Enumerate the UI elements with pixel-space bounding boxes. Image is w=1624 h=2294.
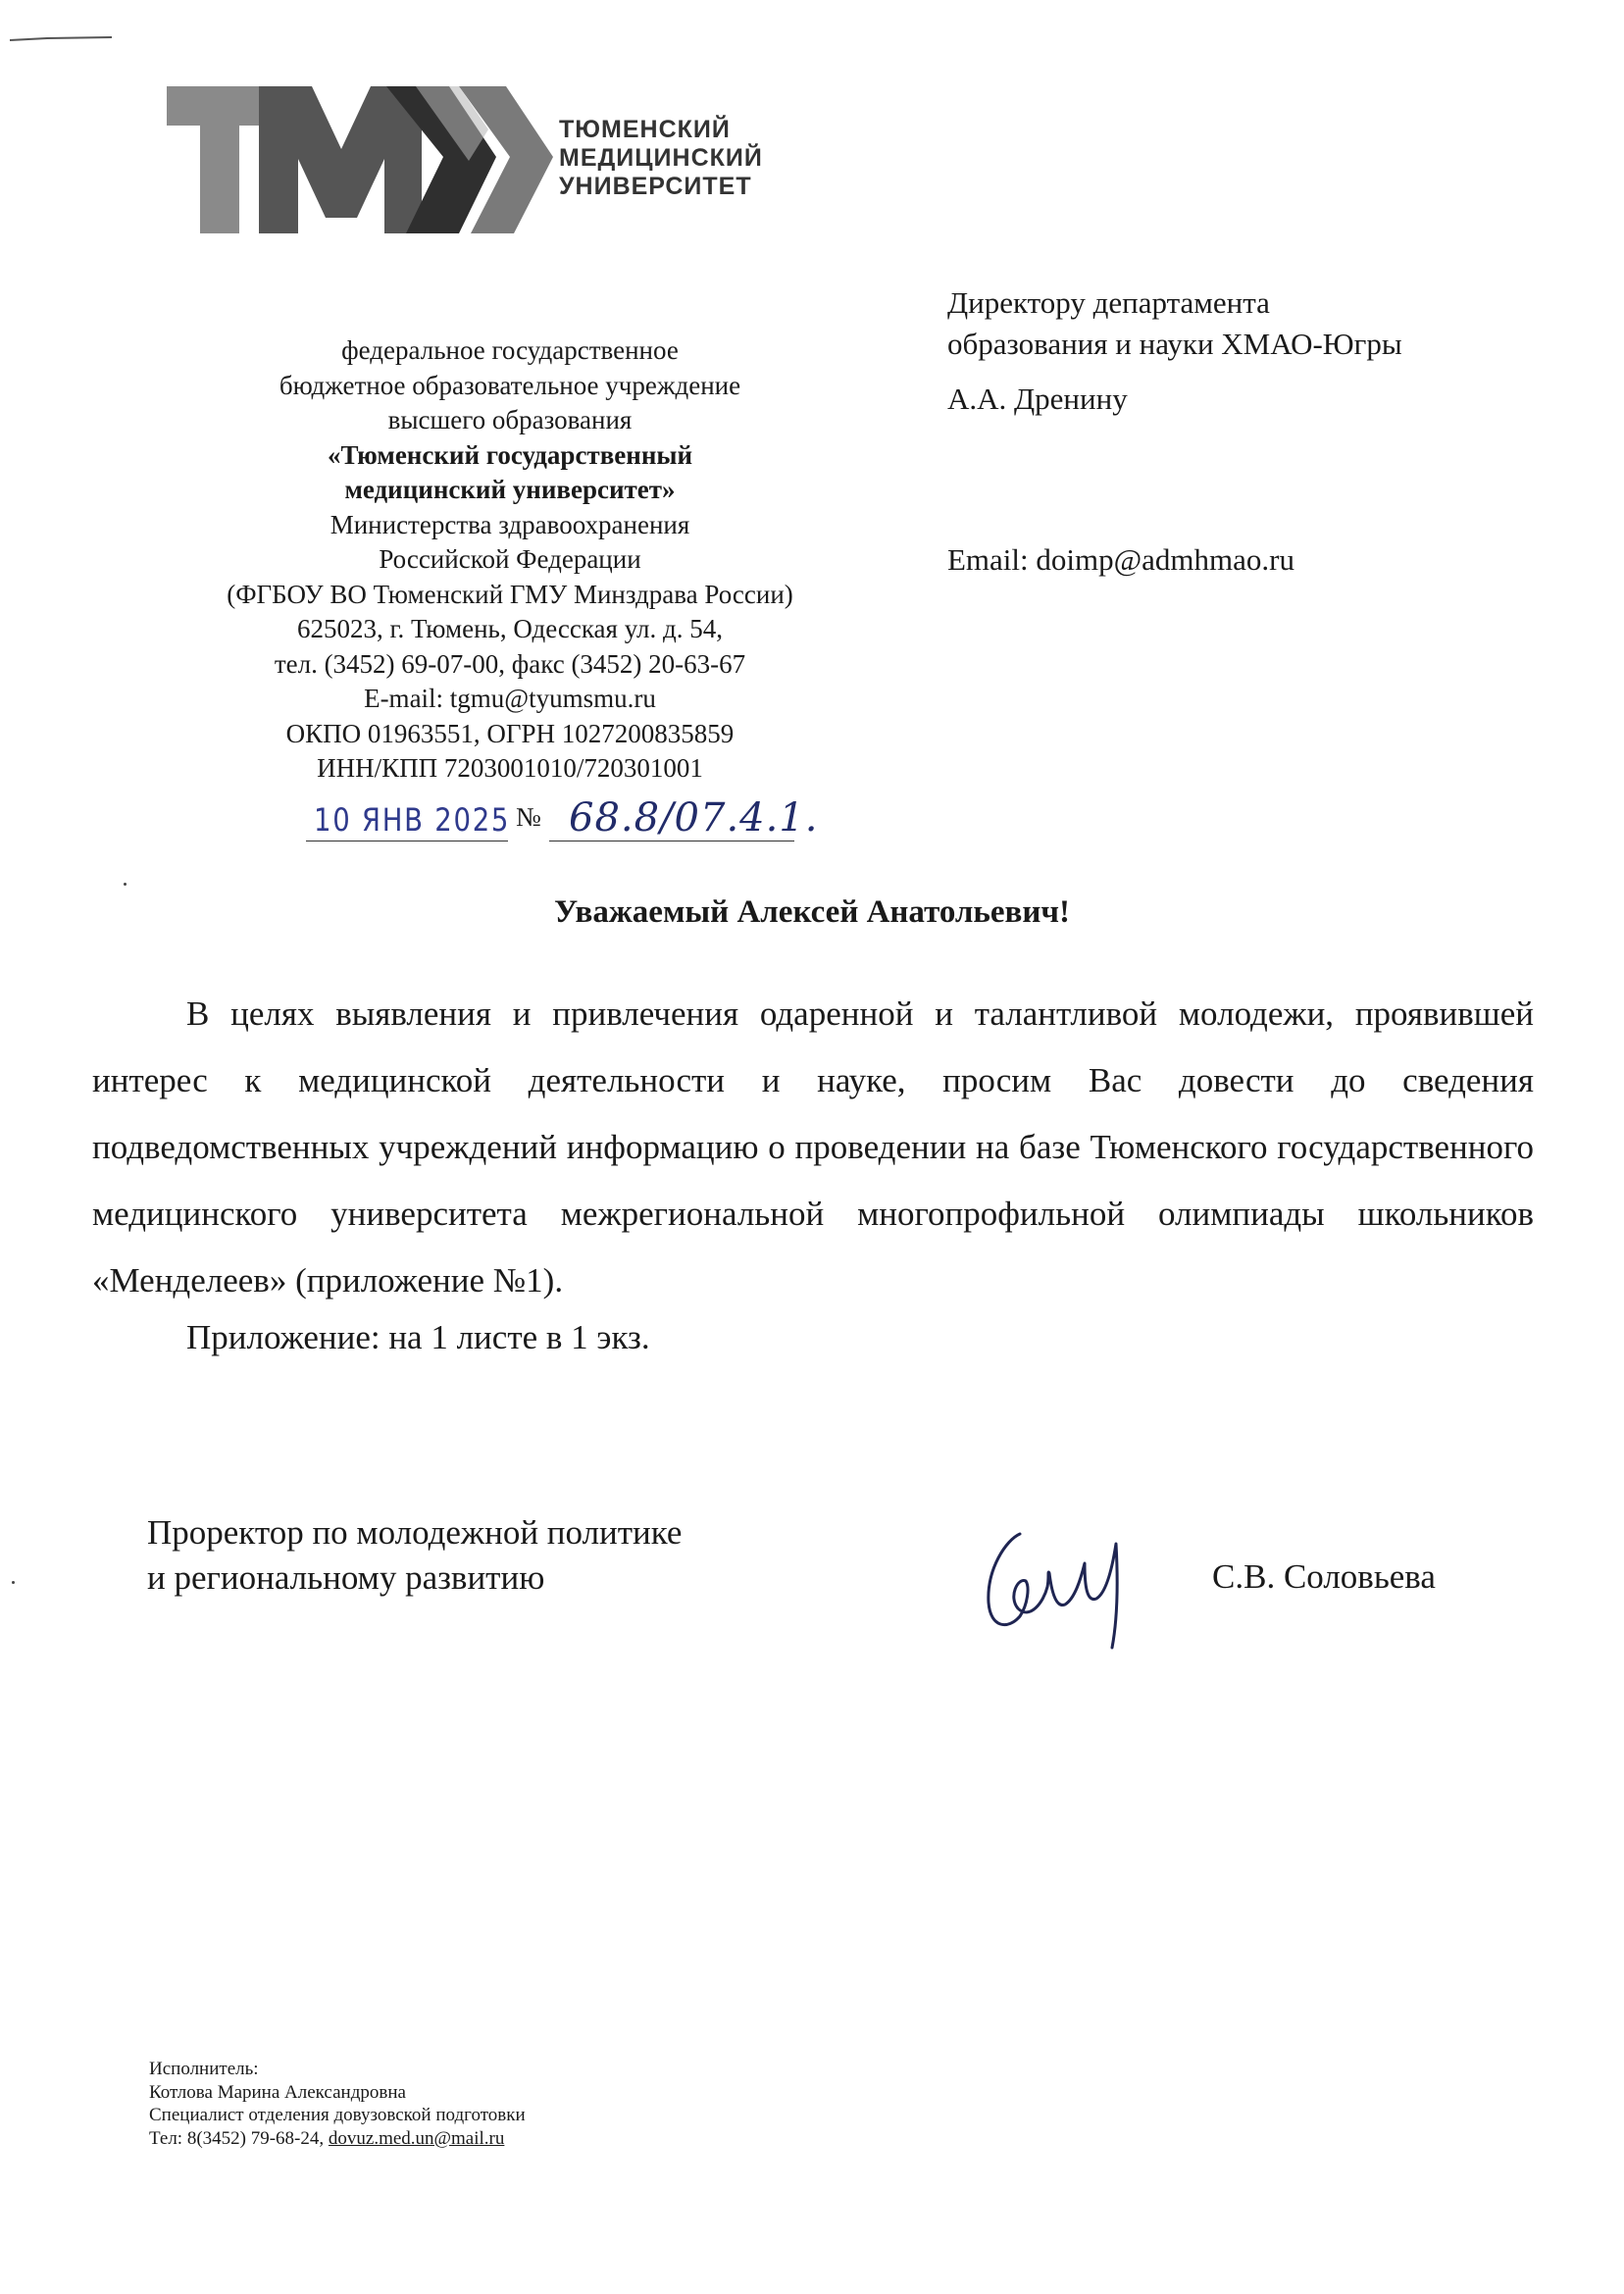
sender-line: высшего образования [387, 405, 633, 434]
sender-line: (ФГБОУ ВО Тюменский ГМУ Минздрава России) [227, 579, 793, 609]
executor-phone: Тел: 8(3452) 79-68-24, [149, 2127, 329, 2149]
handwritten-signature [979, 1501, 1145, 1657]
signer-position-line: и региональному развитию [147, 1558, 545, 1597]
executor-label: Исполнитель: [149, 2059, 259, 2079]
addressee-name: А.А. Дренину [947, 382, 1128, 416]
signer-name: С.В. Соловьева [1212, 1557, 1436, 1596]
sender-line: Российской Федерации [379, 544, 641, 574]
addressee-position: образования и науки ХМАО-Югры [947, 327, 1402, 361]
scan-speck [12, 1581, 15, 1584]
logo-name-line: УНИВЕРСИТЕТ [559, 173, 752, 200]
executor-block [149, 2058, 526, 2150]
signer-position [147, 1510, 682, 1601]
university-name-logotype [559, 116, 763, 201]
addressee-email: Email: doimp@admhmao.ru [947, 542, 1294, 577]
registration-number-field [549, 790, 819, 841]
signer-position-line: Проректор по молодежной политике [147, 1513, 683, 1552]
executor-contacts [149, 2127, 526, 2151]
sender-line: Министерства здравоохранения [330, 509, 690, 539]
sender-line: E-mail: tgmu@tyumsmu.ru [364, 684, 656, 713]
sender-line-bold: «Тюменский государственный [327, 439, 693, 470]
body-paragraph: В целях выявления и привлечения одаренной и талантливой молодежи, проявившей интерес к медицинской деятельности и науке, просим Вас довести до сведения подведомственных учреждений информацию о проведении на базе Тюменского государственного медицинского университета межрегиональной многопрофильной олимпиады школьников «Менделеев» (приложение №1). [92, 994, 1534, 1300]
logo-name-line: МЕДИЦИНСКИЙ [559, 144, 763, 172]
letter-body [92, 981, 1534, 1314]
registration-date-field [306, 790, 511, 841]
sender-line: 625023, г. Тюмень, Одесская ул. д. 54, [297, 614, 723, 643]
sender-line: ОКПО 01963551, ОГРН 1027200835859 [285, 718, 735, 748]
university-logo [165, 80, 557, 237]
sender-line: бюджетное образовательное учреждение [279, 370, 741, 400]
date-stamp: 10 ЯНВ 2025 [314, 801, 511, 839]
number-sign: № [516, 802, 541, 832]
handwritten-number: 68.8/07.4.1. [569, 795, 819, 841]
addressee-block [947, 282, 1402, 577]
executor-name: Котлова Марина Александровна [149, 2081, 406, 2103]
executor-email-link[interactable]: dovuz.med.un@mail.ru [328, 2127, 505, 2149]
executor-position: Специалист отделения довузовской подготовки [149, 2105, 526, 2125]
salutation: Уважаемый Алексей Анатольевич! [554, 894, 1070, 930]
sender-line: федеральное государственное [341, 335, 679, 365]
scan-artifact-mark [8, 35, 114, 43]
sender-requisites [147, 333, 873, 787]
addressee-position: Директору департамента [947, 285, 1270, 320]
sender-line: тел. (3452) 69-07-00, факс (3452) 20-63-67 [274, 648, 746, 679]
scan-speck [124, 883, 127, 886]
sender-line-bold: медицинский университет» [344, 475, 676, 504]
sender-line: ИНН/КПП 7203001010/720301001 [317, 753, 703, 783]
attachment-note: Приложение: на 1 листе в 1 экз. [186, 1318, 650, 1356]
logo-name-line: ТЮМЕНСКИЙ [559, 116, 731, 143]
